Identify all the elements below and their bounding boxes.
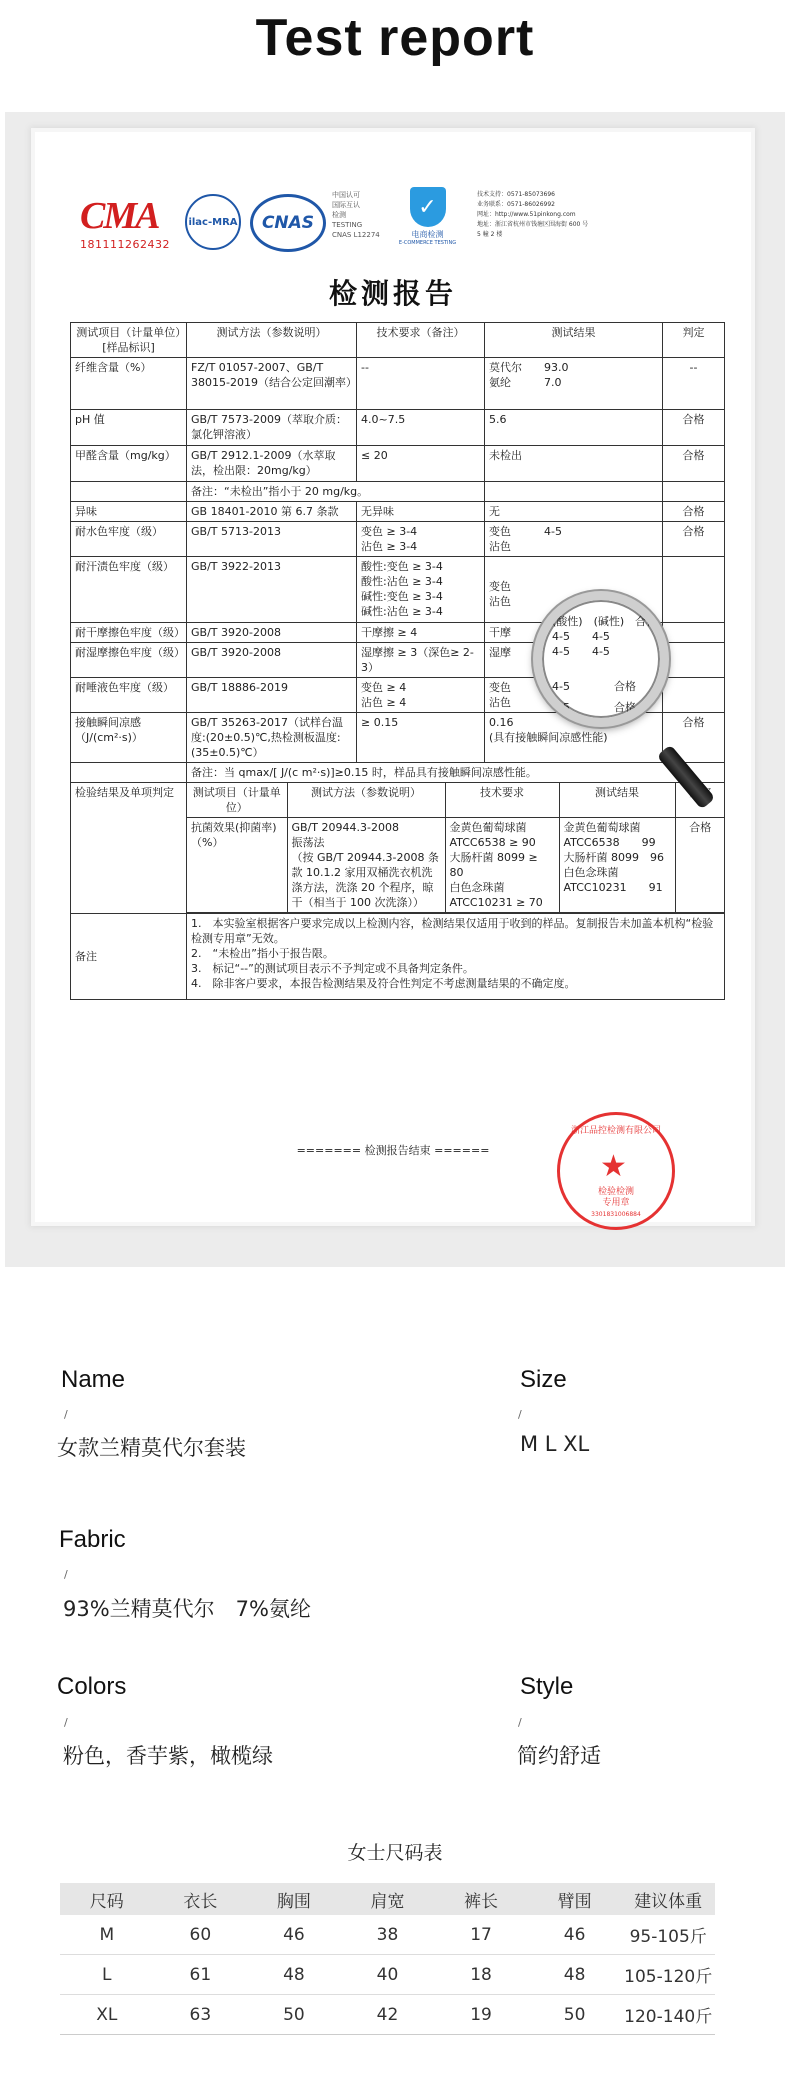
header-cell: 胸围 — [247, 1883, 341, 1915]
antibac-label: 检验结果及单项判定 — [71, 783, 187, 914]
cell: 合格 — [663, 410, 725, 446]
cell: GB/T 5713-2013 — [187, 522, 357, 557]
cell: ≥ 0.15 — [357, 713, 485, 763]
report-heading: 检测报告 — [328, 277, 457, 310]
cell: 异味 — [71, 502, 187, 522]
ilac-text: ilac-MRA — [188, 216, 238, 228]
ecommerce-testing-logo — [385, 187, 470, 257]
cell — [663, 623, 725, 643]
remark-row — [71, 763, 725, 783]
cma-logo — [80, 194, 170, 256]
certificate-frame — [5, 112, 785, 1267]
name-value: 女款兰精莫代尔套装 — [57, 1436, 246, 1460]
cell: 金黄色葡萄球菌 ATCC6538 99 大肠杆菌 8099 96 白色念珠菌 ATCC10231 91 — [559, 818, 675, 913]
cell: 4.0~7.5 — [357, 410, 485, 446]
note-line: 4. 除非客户要求，本报告检测结果及符合性判定不考虑测量结果的不确定度。 — [191, 977, 576, 990]
ecommerce-label: 电商检测 — [411, 230, 444, 239]
magnified-pass: 合格 — [635, 615, 658, 628]
cell: 湿摩擦 ≥ 3（深色≥ 2-3） — [357, 643, 485, 678]
contact-info — [477, 190, 697, 240]
name-slash: / — [64, 1408, 68, 1421]
page-title: Test report — [255, 9, 535, 67]
contact-line: 5 幢 2 楼 — [477, 231, 503, 238]
cell: 变色 沾色 — [485, 678, 663, 713]
magnified-rub: 4-5 — [552, 680, 570, 693]
cell: XL — [60, 1995, 154, 2035]
magnified-rub: 4-5 — [552, 701, 570, 714]
cell — [71, 482, 187, 502]
recognition-line: 国际互认 — [332, 201, 360, 209]
cell — [663, 482, 725, 502]
cell: 合格 — [663, 502, 725, 522]
cell: 变色 沾色 — [485, 557, 663, 623]
cell: 63 — [154, 1995, 248, 2035]
cell: L — [60, 1955, 154, 1995]
magnified-pass: 合格 — [613, 680, 636, 693]
size-slash: / — [518, 1408, 522, 1421]
cell: 18 — [434, 1955, 528, 1995]
header-cell: 技术要求 — [445, 783, 559, 818]
cell: 合格 — [663, 446, 725, 482]
cell: 40 — [341, 1955, 435, 1995]
cell: M — [60, 1915, 154, 1955]
size-value: M L XL — [520, 1432, 590, 1456]
notes-row — [71, 914, 725, 1000]
cell: 50 — [528, 1995, 622, 2035]
contact-line: 地址：浙江省杭州市钱塘区围海街 600 号 — [477, 221, 589, 228]
cell: 19 — [434, 1995, 528, 2035]
cell: 50 — [247, 1995, 341, 2035]
colors-value: 粉色，香芋紫，橄榄绿 — [63, 1744, 273, 1768]
header-cell: 建议体重 — [621, 1883, 715, 1915]
table-row — [71, 446, 725, 482]
antibac-table — [187, 783, 725, 912]
cell: GB/T 3922-2013 — [187, 557, 357, 623]
cell: 金黄色葡萄球菌 ATCC6538 ≥ 90 大肠杆菌 8099 ≥ 80 白色念珠菌 ATCC10231 ≥ 70 — [445, 818, 559, 913]
header-cell: 测试方法（参数说明） — [287, 783, 445, 818]
table-header-row — [71, 323, 725, 358]
cnas-logo — [250, 194, 326, 252]
fabric-value: 93%兰精莫代尔 7%氨纶 — [63, 1597, 311, 1621]
header-cell: 技术要求（备注） — [357, 323, 485, 358]
name-label: Name — [61, 1366, 126, 1393]
cell: -- — [357, 358, 485, 410]
official-seal — [557, 1112, 675, 1230]
cell: 干摩擦 ≥ 4 — [357, 623, 485, 643]
cell: 无 — [485, 502, 663, 522]
cell: 酸性:变色 ≥ 3-4 酸性:沾色 ≥ 3-4 碱性:变色 ≥ 3-4 碱性:沾色 ≥ 3-4 — [357, 557, 485, 623]
cell: 变色 ≥ 3-4 沾色 ≥ 3-4 — [357, 522, 485, 557]
cell: GB 18401-2010 第 6.7 条款 — [187, 502, 357, 522]
ilac-mra-logo — [185, 194, 241, 250]
magnifier-lens — [533, 591, 669, 727]
table-row — [60, 1915, 715, 1955]
style-value: 简约舒适 — [517, 1744, 601, 1768]
seal-number: 3301831006884 — [591, 1211, 641, 1218]
style-slash: / — [518, 1716, 522, 1729]
cell: 46 — [528, 1915, 622, 1955]
cnas-text: CNAS — [261, 213, 315, 233]
cell: 合格 — [663, 522, 725, 557]
cell: 46 — [247, 1915, 341, 1955]
header-cell: 测试方法（参数说明） — [187, 323, 357, 358]
star-icon: ★ — [600, 1149, 627, 1184]
magnified-pass: 合格 — [613, 701, 636, 714]
header-cell: 测试结果 — [559, 783, 675, 818]
magnified-row: 4-5 4-5 — [552, 645, 610, 658]
header-cell: 判定 — [663, 323, 725, 358]
cell: 纤维含量（%） — [71, 358, 187, 410]
size-label: Size — [520, 1366, 567, 1393]
header-cell: 臂围 — [528, 1883, 622, 1915]
shield-check-icon: ✓ — [410, 187, 446, 227]
header-cell: 肩宽 — [341, 1883, 435, 1915]
cell: 干摩 — [485, 623, 663, 643]
cell: GB/T 18886-2019 — [187, 678, 357, 713]
cell: pH 值 — [71, 410, 187, 446]
recognition-line: CNAS L12274 — [332, 231, 380, 239]
remark-row — [71, 482, 725, 502]
cell: 变色 4-5 沾色 — [485, 522, 663, 557]
antibac-row — [71, 783, 725, 913]
seal-line: 专用章 — [602, 1198, 630, 1208]
seal-arc-text: 浙江品控检测有限公司 — [570, 1126, 661, 1136]
cell: 合格 — [675, 818, 725, 913]
cell — [71, 763, 187, 783]
cell: 耐汗渍色牢度（级） — [71, 557, 187, 623]
contact-line: 技术支持：0571-85073696 — [477, 191, 555, 198]
cell: 合格 — [663, 713, 725, 763]
magnified-row: 4-5 4-5 — [552, 630, 610, 643]
antibac-data-row — [187, 818, 725, 913]
cell: 变色 ≥ 4 沾色 ≥ 4 — [357, 678, 485, 713]
header-cell: 测试项目（计量单位） — [187, 783, 287, 818]
cell: 湿摩 — [485, 643, 663, 678]
table-row — [71, 410, 725, 446]
header-cell: 裤长 — [434, 1883, 528, 1915]
cell: 60 — [154, 1915, 248, 1955]
header-cell: 衣长 — [154, 1883, 248, 1915]
size-chart-table — [60, 1883, 715, 2035]
cell: GB/T 3920-2008 — [187, 623, 357, 643]
style-label: Style — [520, 1673, 574, 1700]
cell: GB/T 20944.3-2008 振荡法 （按 GB/T 20944.3-2008 条款 10.1.2 家用双桶洗衣机洗涤方法，洗涤 20 个程序，晾干（相当于 100 次洗涤）） — [287, 818, 445, 913]
size-chart-title: 女士尺码表 — [347, 1842, 443, 1864]
cell: 38 — [341, 1915, 435, 1955]
antibac-container — [187, 783, 725, 913]
ecommerce-sub: E-COMMERCE TESTING — [398, 240, 457, 246]
cell: 5.6 — [485, 410, 663, 446]
cell: 耐水色牢度（级） — [71, 522, 187, 557]
cell: 甲醛含量（mg/kg） — [71, 446, 187, 482]
cell: 无异味 — [357, 502, 485, 522]
recognition-line: TESTING — [332, 221, 363, 229]
antibac-header-row — [187, 783, 725, 818]
cell: 未检出 — [485, 446, 663, 482]
remark-cell: 备注：当 qmax/[ J/(c m²·s)]≥0.15 时，样品具有接触瞬间凉感性能。 — [187, 763, 725, 783]
cell: 耐干摩擦色牢度（级） — [71, 623, 187, 643]
cell: 接触瞬间凉感（J/(cm²·s)） — [71, 713, 187, 763]
cell — [485, 482, 663, 502]
note-line: 3. 标记“--”的测试项目表示不予判定或不具备判定条件。 — [191, 962, 474, 975]
fabric-slash: / — [64, 1568, 68, 1581]
cell: -- — [663, 358, 725, 410]
notes-cell — [187, 914, 725, 1000]
remark-cell: 备注：“未检出”指小于 20 mg/kg。 — [187, 482, 485, 502]
header-cell: 测试项目（计量单位）[样品标识] — [71, 323, 187, 358]
recognition-text — [332, 190, 392, 240]
table-row — [71, 502, 725, 522]
cell: 耐湿摩擦色牢度（级） — [71, 643, 187, 678]
cma-logo-text: CMA — [80, 195, 159, 237]
cell: GB/T 7573-2009（萃取介质：氯化钾溶液） — [187, 410, 357, 446]
note-line: 1. 本实验室根据客户要求完成以上检测内容，检测结果仅适用于收到的样品。复制报告未加盖本机构“检验检测专用章”无效。 — [191, 917, 714, 945]
cell — [663, 678, 725, 713]
table-row — [71, 358, 725, 410]
contact-line: 业务联系：0571-86026992 — [477, 201, 555, 208]
report-end-line: ======= 检测报告结束 ====== — [296, 1144, 490, 1157]
cell: GB/T 35263-2017（试样台温度:(20±0.5)℃,热检测板温度:(35±0.5)℃） — [187, 713, 357, 763]
colors-label: Colors — [57, 1673, 127, 1700]
test-report-document — [45, 142, 741, 1218]
colors-slash: / — [64, 1716, 68, 1729]
cma-number: 181111262432 — [80, 238, 170, 251]
cell: 17 — [434, 1915, 528, 1955]
cell: 0.16 (具有接触瞬间凉感性能) — [485, 713, 663, 763]
cell: 48 — [247, 1955, 341, 1995]
cell — [663, 557, 725, 623]
cell — [663, 643, 725, 678]
contact-line: 网址：http://www.51pinkong.com — [477, 211, 576, 218]
cell: ≤ 20 — [357, 446, 485, 482]
cell: 105-120斤 — [621, 1955, 715, 1995]
magnified-content — [552, 614, 657, 715]
seal-text — [560, 1187, 672, 1220]
magnified-header: (酸性) (碱性) — [552, 615, 625, 628]
cell: 42 — [341, 1995, 435, 2035]
cell: GB/T 2912.1-2009（水萃取法，检出限：20mg/kg） — [187, 446, 357, 482]
fabric-label: Fabric — [59, 1526, 126, 1553]
size-header-row — [60, 1883, 715, 1915]
note-line: 2. “未检出”指小于报告限。 — [191, 947, 334, 960]
cell: GB/T 3920-2008 — [187, 643, 357, 678]
table-row — [60, 1955, 715, 1995]
recognition-line: 检测 — [332, 211, 346, 219]
cell: 61 — [154, 1955, 248, 1995]
header-cell: 测试结果 — [485, 323, 663, 358]
header-cell: 尺码 — [60, 1883, 154, 1915]
seal-line: 检验检测 — [597, 1187, 634, 1197]
cell: 莫代尔 93.0 氨纶 7.0 — [485, 358, 663, 410]
notes-label: 备注 — [71, 914, 187, 1000]
table-row — [71, 522, 725, 557]
cell: 120-140斤 — [621, 1995, 715, 2035]
cell: 抗菌效果(抑菌率)（%） — [187, 818, 287, 913]
cell: 48 — [528, 1955, 622, 1995]
table-row — [60, 1995, 715, 2035]
cell: 耐唾液色牢度（级） — [71, 678, 187, 713]
cell: FZ/T 01057-2007、GB/T 38015-2019（结合公定回潮率） — [187, 358, 357, 410]
recognition-line: 中国认可 — [332, 191, 360, 199]
cell: 95-105斤 — [621, 1915, 715, 1955]
